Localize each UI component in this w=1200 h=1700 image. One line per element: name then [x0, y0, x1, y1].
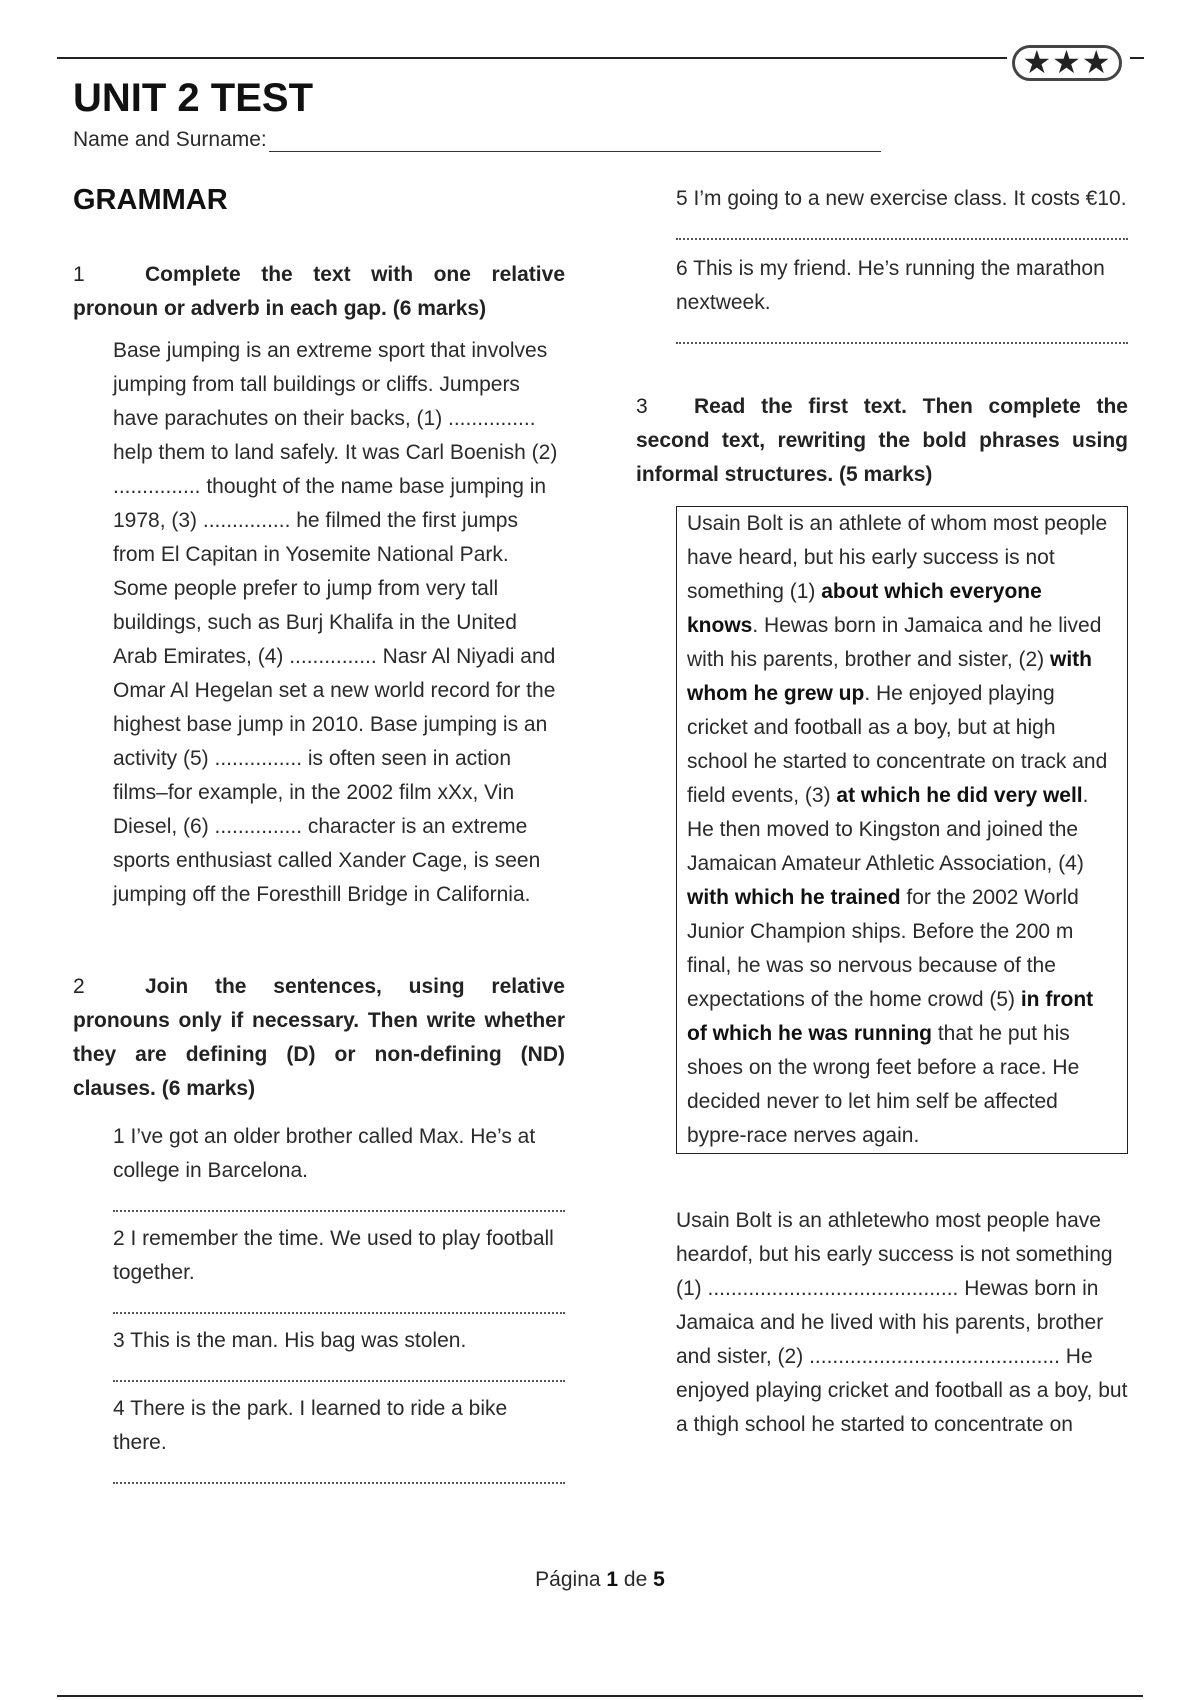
box-text-part: for the 2002 World Junior Champion ships. Before the 200 m final, he was so nervous because of the expectations of the home crowd (5): [687, 886, 1079, 1011]
exercise-1-text: Complete the text with one relative pronoun or adverb in each gap. (6 marks): [73, 263, 565, 320]
footer-page-number: 1: [606, 1568, 619, 1591]
completion-part-1: Usain Bolt is an athletewho most people have heardof, but his early success is not something (1) ...........................................: [676, 1209, 1113, 1300]
name-blank-line[interactable]: [269, 131, 881, 152]
name-label: Name and Surname:: [73, 128, 267, 151]
bold-phrase-5: in front of which he was running: [687, 988, 1094, 1045]
list-item: 2 I remember the time. We used to play football together.: [113, 1227, 554, 1284]
answer-line[interactable]: [73, 1290, 565, 1324]
completion-text: [636, 1204, 1128, 1442]
answer-line[interactable]: [73, 1188, 565, 1222]
box-text-part: . He then moved to Kingston and joined the Jamaican Amateur Athletic Association, (4): [687, 784, 1089, 875]
grammar-heading: GRAMMAR: [73, 184, 228, 216]
top-rule-end: [1130, 57, 1144, 59]
list-item: 3 This is the man. His bag was stolen.: [113, 1329, 467, 1352]
top-rule: [57, 57, 1007, 59]
left-column: [73, 182, 565, 1494]
list-item: 5 I’m going to a new exercise class. It costs €10.: [676, 187, 1127, 210]
exercise-1-passage: [73, 334, 565, 912]
name-field: [73, 128, 881, 152]
footer-middle: de: [618, 1568, 654, 1591]
exercise-2-text: Join the sentences, using relative pronouns only if necessary. Then write whether they are defining (D) or non-defining (ND) clauses. (6 marks): [73, 975, 565, 1100]
page-footer: [0, 1568, 1200, 1592]
exercise-1-number: 1: [73, 263, 85, 286]
bottom-rule: [57, 1695, 1143, 1697]
answer-line[interactable]: [636, 216, 1128, 250]
exercise-3-number: 3: [636, 395, 648, 418]
box-text-part: . He enjoyed playing cricket and football as a boy, but at high school he started to concentrate on track and field events, (3): [687, 682, 1108, 807]
list-item: 6 This is my friend. He’s running the marathon nextweek.: [676, 257, 1105, 314]
answer-line[interactable]: [73, 1358, 565, 1392]
box-text: [687, 507, 1117, 1153]
list-item: 1 I’ve got an older brother called Max. He’s at college in Barcelona.: [113, 1125, 536, 1182]
reading-text-box: [676, 506, 1128, 1154]
exercise-3-text: Read the first text. Then complete the second text, rewriting the bold phrases using informal structures. (5 marks): [636, 395, 1128, 486]
completion-part-2: Hewas born in Jamaica and he lived with his parents, brother and sister, (2): [676, 1277, 1104, 1368]
completion-part-3: ........................................... He enjoyed playing cricket and football as a boy, but a thigh school he started to concentrate on: [676, 1345, 1128, 1436]
box-text-part: Usain Bolt is an athlete of whom most people have heard, but his early success is not something (1): [687, 512, 1108, 603]
passage-text: Base jumping is an extreme sport that involves jumping from tall buildings or cliffs. Jumpers have parachutes on their backs, (1) ............... help them to land safely. It was Carl Boenish (2) ............... thought of the name base jumping in 1978, (3) ............... he filmed the first jumps from El Capitan in Yosemite National Park. Some people prefer to jump from very tall buildings, such as Burj Khalifa in the United Arab Emirates, (4) ............... Nasr Al Niyadi and Omar Al Hegelan set a new world record for the highest base jump in 2010. Base jumping is an activity (5) ............... is often seen in action films–for example, in the 2002 film xXx, Vin Diesel, (6) ............... character is an extreme sports enthusiast called Xander Cage, is seen jumping off the Foresthill Bridge in California.: [113, 339, 558, 906]
answer-line[interactable]: [636, 320, 1128, 354]
exercise-3-instruction: [636, 390, 1128, 492]
bold-phrase-4: with which he trained: [687, 886, 901, 909]
box-text-part: that he put his shoes on the wrong feet before a race. He decided never to let him self be affected bypre-race nerves again.: [687, 1022, 1080, 1147]
page-title: UNIT 2 TEST: [73, 76, 314, 120]
exercise-2-instruction: [73, 970, 565, 1106]
box-text-part: . Hewas born in Jamaica and he lived with his parents, brother and sister, (2): [687, 614, 1102, 671]
difficulty-stars: ★★★: [1012, 45, 1122, 81]
answer-line[interactable]: [73, 1460, 565, 1494]
exercise-2-number: 2: [73, 975, 85, 998]
exercise-2-items-left: [73, 1120, 565, 1494]
footer-prefix: Página: [535, 1568, 607, 1591]
bold-phrase-1: about which everyone knows: [687, 580, 1042, 637]
footer-total-pages: 5: [653, 1568, 665, 1591]
bold-phrase-3: at which he did very well: [836, 784, 1083, 807]
bold-phrase-2: with whom he grew up: [687, 648, 1092, 705]
right-column: [636, 182, 1128, 1442]
list-item: 4 There is the park. I learned to ride a bike there.: [113, 1397, 508, 1454]
exercise-1-instruction: [73, 258, 565, 326]
